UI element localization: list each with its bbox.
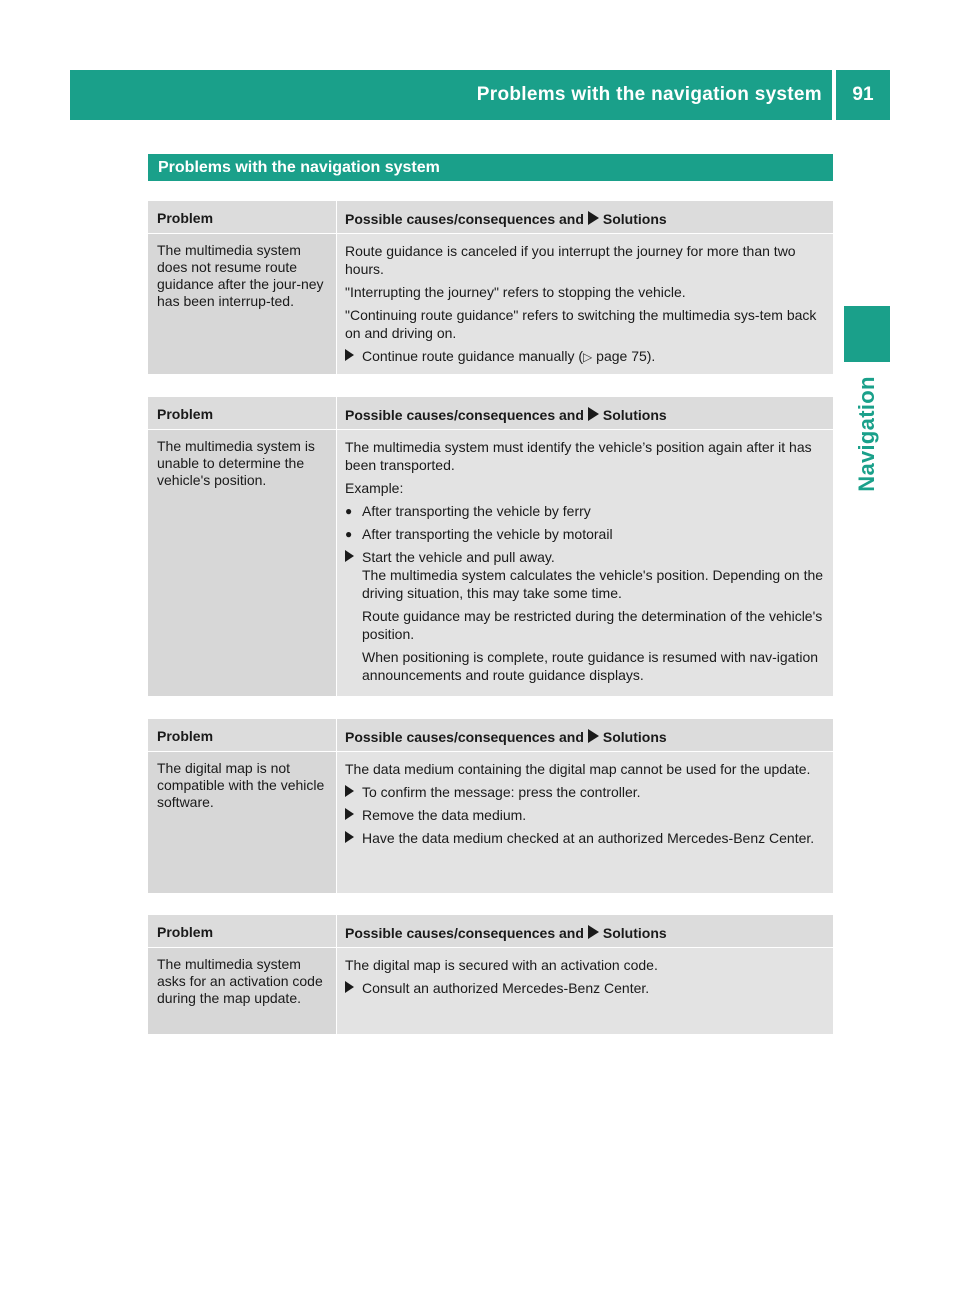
action-arrow-icon [345,550,354,562]
table-row [148,752,833,893]
action-arrow-icon [588,211,599,225]
problem-table-1 [148,201,833,374]
solution-cell: The data medium containing the digital map cannot be used for the update. To confirm the message: press the controller. Remove the data medium. Have the data medium checked at an authorized Mercedes-Benz Center. [336,752,833,893]
problem-cell: The digital map is not compatible with the vehicle software. [148,752,336,893]
action-arrow-icon [588,407,599,421]
problem-header: Problem [157,406,214,422]
problem-table-3 [148,719,833,893]
solutions-header: Possible causes/consequences and Solutions [336,397,833,429]
solution-cell: Route guidance is canceled if you interrupt the journey for more than two hours. "Interrupting the journey" refers to stopping the vehicle. "Continuing route guidance" refers to switching the multimedia sys-tem back on and driving on. Continue route guidance manually (▷ page 75). [336,234,833,374]
page-reference-icon: ▷ [583,350,593,364]
problem-cell: The multimedia system does not resume route guidance after the jour-ney has been interrup-ted. [148,234,336,374]
solutions-header: Possible causes/consequences and Solutions [336,201,833,233]
table-row [148,430,833,696]
action-arrow-icon [345,785,354,797]
header-title: Problems with the navigation system [476,84,822,105]
table-header [148,915,833,948]
table-row [148,948,833,1034]
action-step: Consult an authorized Mercedes-Benz Center. [345,979,825,997]
solution-cell: The digital map is secured with an activation code. Consult an authorized Mercedes-Benz Center. [336,948,833,1034]
table-header [148,397,833,430]
action-arrow-icon [588,925,599,939]
action-arrow-icon [345,981,354,993]
list-item: ● After transporting the vehicle by ferry [345,503,591,519]
section-title: Problems with the navigation system [148,154,833,181]
table-row [148,234,833,374]
problem-header: Problem [157,924,214,940]
solutions-header: Possible causes/consequences and Solutions [336,915,833,947]
problem-table-4 [148,915,833,1034]
solution-cell: The multimedia system must identify the vehicle’s position again after it has been transported. Example: ● After transporting the vehicle by ferry ● After transporting the vehicle by motorail Start the vehicle and pull away. The multimedia system calculates the vehicle's position. Depending on the driving situation, this may take some time. Route guidance may be restricted during the determination of the vehicle's position. When positioning is complete, route guidance is resumed with nav-igation announcements and route guidance displays. [336,430,833,696]
action-arrow-icon [588,729,599,743]
action-step: Start the vehicle and pull away. The multimedia system calculates the vehicle's position. Depending on the driving situation, this may take some time. Route guidance may be restricted during the determination of the vehicle's position. When positioning is complete, route guidance is resumed with nav-igation announcements and route guidance displays. [345,548,825,684]
page-header [70,70,890,120]
action-step: Remove the data medium. [345,806,825,824]
page-reference-link[interactable]: page 75). [592,348,656,364]
solutions-header: Possible causes/consequences and Solutions [336,719,833,751]
problem-header: Problem [157,728,214,744]
side-tab-label: Navigation [854,376,879,492]
problem-table-2 [148,397,833,696]
action-arrow-icon [345,808,354,820]
action-arrow-icon [345,831,354,843]
problem-cell: The multimedia system asks for an activation code during the map update. [148,948,336,1034]
problem-header: Problem [157,210,214,226]
table-header [148,201,833,234]
table-header [148,719,833,752]
action-arrow-icon [345,349,354,361]
bullet-icon: ● [345,504,353,518]
bullet-icon: ● [345,527,353,541]
action-step: Continue route guidance manually (▷ page 75). [345,347,825,366]
page-number: 91 [852,84,874,105]
action-step: To confirm the message: press the controller. [345,783,825,801]
problem-cell: The multimedia system is unable to determine the vehicle's position. [148,430,336,696]
list-item: ● After transporting the vehicle by motorail [345,526,613,542]
action-step: Have the data medium checked at an authorized Mercedes-Benz Center. [345,829,825,847]
side-tab-marker [844,306,890,362]
